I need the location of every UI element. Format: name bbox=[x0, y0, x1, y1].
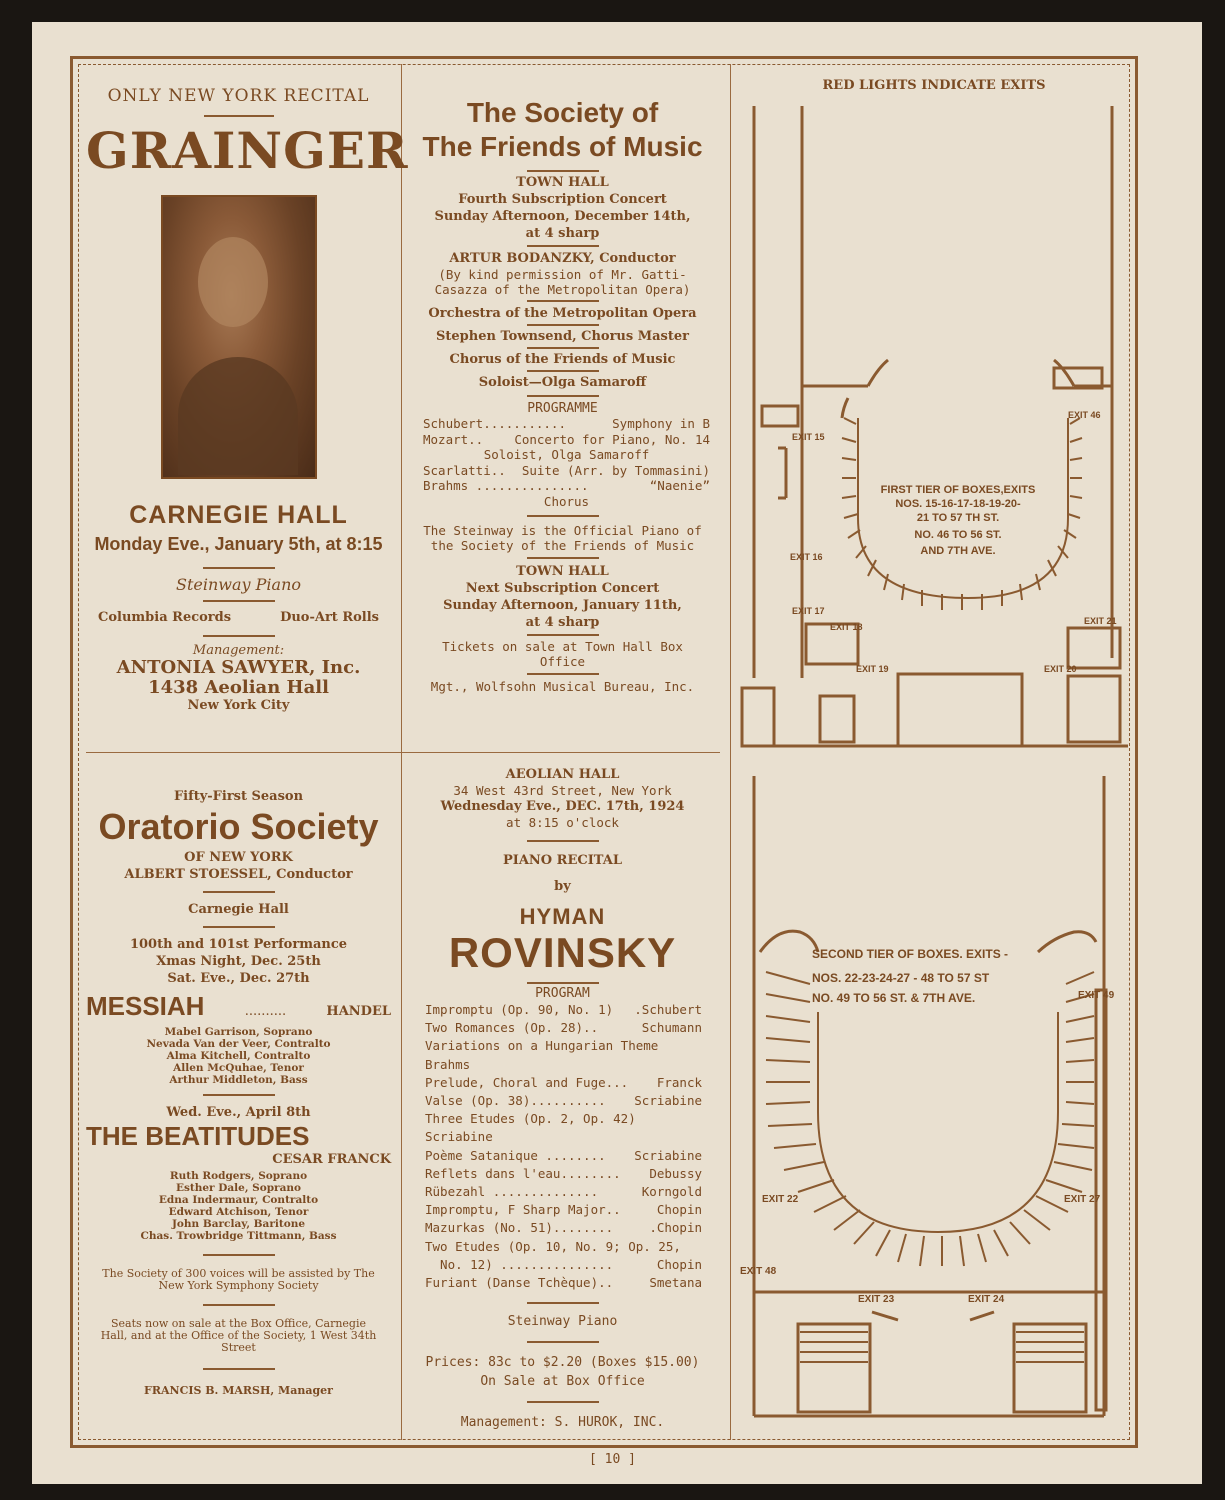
cast-member: Alma Kitchell, Contralto bbox=[166, 1050, 311, 1062]
friends-next-concert: Next Subscription Concert bbox=[465, 581, 660, 596]
oratorio-date1: Xmas Night, Dec. 25th bbox=[156, 954, 321, 969]
oratorio-cast1 bbox=[86, 1026, 391, 1086]
oratorio-name: Oratorio Society bbox=[98, 806, 379, 847]
friends-next-date: Sunday Afternoon, January 11th, bbox=[443, 598, 682, 613]
rovinsky-ad bbox=[415, 766, 710, 1430]
oratorio-composer1: HANDEL bbox=[326, 1004, 391, 1019]
plan1-label-1: FIRST TIER OF BOXES,EXITS bbox=[880, 484, 1036, 496]
plan2-label-3: NO. 49 TO 56 ST. & 7TH AVE. bbox=[812, 991, 976, 1005]
rovinsky-program-row bbox=[425, 1128, 702, 1146]
friends-program-row bbox=[423, 463, 710, 479]
plan1-exit-18: EXIT 18 bbox=[830, 622, 863, 632]
grainger-portrait bbox=[161, 195, 317, 479]
rovinsky-program-composer: Chopin bbox=[656, 1202, 702, 1218]
oratorio-season: Fifty-First Season bbox=[173, 789, 304, 804]
rovinsky-time: at 8:15 o'clock bbox=[506, 815, 619, 830]
friends-program-composer: Suite (Arr. by Tommasini) bbox=[521, 462, 710, 478]
grainger-mgmt-label: Management: bbox=[192, 643, 285, 658]
rovinsky-program-row bbox=[425, 1201, 702, 1219]
rovinsky-program-work: Prelude, Choral and Fuge... bbox=[425, 1074, 629, 1090]
friends-chorus: Chorus of the Friends of Music bbox=[449, 352, 676, 367]
friends-ad bbox=[415, 96, 710, 694]
rovinsky-program-row bbox=[425, 1019, 702, 1037]
oratorio-conductor: ALBERT STOESSEL, Conductor bbox=[124, 867, 353, 882]
rovinsky-program-composer: Chopin bbox=[656, 1256, 702, 1272]
oratorio-date3: Wed. Eve., April 8th bbox=[166, 1105, 311, 1120]
friends-program-row bbox=[423, 416, 710, 432]
friends-program-work: Mozart.. bbox=[423, 431, 484, 447]
oratorio-work1: MESSIAH bbox=[86, 991, 205, 1021]
friends-program bbox=[415, 416, 710, 509]
friends-date: Sunday Afternoon, December 14th, bbox=[434, 209, 691, 224]
rovinsky-program-composer: Schumann bbox=[641, 1020, 702, 1036]
rovinsky-piano: Steinway Piano bbox=[507, 1314, 618, 1330]
grainger-mgmt-city: New York City bbox=[187, 698, 290, 713]
friends-program-row bbox=[423, 432, 710, 448]
cast-member: Nevada Van der Veer, Contralto bbox=[146, 1038, 331, 1050]
friends-concert: Fourth Subscription Concert bbox=[458, 192, 667, 207]
rovinsky-program-work: Mazurkas (No. 51)........ bbox=[425, 1220, 614, 1236]
grainger-mgmt-addr: 1438 Aeolian Hall bbox=[148, 677, 329, 698]
rovinsky-first: HYMAN bbox=[519, 904, 606, 929]
oratorio-venue: Carnegie Hall bbox=[188, 902, 289, 917]
oratorio-assist: The Society of 300 voices will be assisted by The New York Symphony Society bbox=[102, 1267, 375, 1292]
plan2-exit-22: EXIT 22 bbox=[762, 1194, 799, 1205]
rovinsky-program-work: Variations on a Hungarian Theme bbox=[425, 1038, 659, 1054]
friends-tickets: Tickets on sale at Town Hall Box Office bbox=[442, 639, 683, 669]
rovinsky-program-row bbox=[425, 1183, 702, 1201]
oratorio-cast2 bbox=[86, 1170, 391, 1242]
plan1-label-2: NOS. 15-16-17-18-19-20- bbox=[895, 498, 1021, 510]
row-divider bbox=[86, 752, 720, 753]
friends-prog-label: PROGRAMME bbox=[527, 401, 598, 416]
rovinsky-program bbox=[415, 1001, 710, 1292]
floor-plan-second-tier bbox=[738, 772, 1130, 1420]
grainger-piano: Steinway Piano bbox=[176, 575, 301, 594]
grainger-date: Monday Eve., January 5th, at 8:15 bbox=[94, 534, 383, 554]
rovinsky-program-composer: .Schubert bbox=[634, 1002, 702, 1017]
friends-next-venue: TOWN HALL bbox=[516, 564, 609, 579]
rovinsky-program-work: Furiant (Danse Tchèque).. bbox=[425, 1275, 614, 1291]
rovinsky-prices: Prices: 83c to $2.20 (Boxes $15.00) bbox=[425, 1355, 700, 1371]
rovinsky-program-work: Reflets dans l'eau........ bbox=[425, 1165, 621, 1181]
plan1-exit-20: EXIT 20 bbox=[1044, 664, 1077, 674]
oratorio-of: OF NEW YORK bbox=[184, 850, 293, 865]
friends-permission: (By kind permission of Mr. Gatti-Casazza of the Metropolitan Opera) bbox=[434, 267, 691, 297]
oratorio-perf: 100th and 101st Performance bbox=[129, 937, 348, 952]
rovinsky-date: Wednesday Eve., DEC. 17th, 1924 bbox=[440, 799, 685, 814]
friends-program-composer: Concerto for Piano, No. 14 bbox=[514, 431, 710, 447]
oratorio-composer2: CESAR FRANCK bbox=[272, 1152, 391, 1167]
grainger-records: Columbia Records bbox=[98, 610, 232, 625]
rovinsky-program-row bbox=[425, 1092, 702, 1110]
plan1-exit-46: EXIT 46 bbox=[1068, 410, 1101, 420]
friends-program-work: Brahms ............... bbox=[423, 478, 589, 493]
friends-program-work: Schubert........... bbox=[423, 416, 566, 431]
friends-program-composer: Soloist, Olga Samaroff bbox=[483, 447, 650, 462]
plan1-exit-21: EXIT 21 bbox=[1084, 616, 1117, 626]
friends-program-row bbox=[423, 478, 710, 494]
rovinsky-program-work: Impromptu (Op. 90, No. 1) bbox=[425, 1002, 614, 1017]
column-divider-2 bbox=[730, 64, 731, 1440]
friends-next-time: at 4 sharp bbox=[525, 615, 600, 630]
plan2-exit-23: EXIT 23 bbox=[858, 1294, 895, 1305]
cast-member: Edward Atchison, Tenor bbox=[168, 1206, 309, 1218]
cast-member: Arthur Middleton, Bass bbox=[169, 1074, 308, 1086]
rovinsky-program-work: Two Etudes (Op. 10, No. 9; Op. 25, bbox=[425, 1238, 681, 1254]
friends-program-composer: Chorus bbox=[543, 493, 590, 509]
cast-member: Esther Dale, Soprano bbox=[175, 1182, 302, 1194]
rovinsky-program-row bbox=[425, 1274, 702, 1292]
rovinsky-program-row bbox=[425, 1219, 702, 1237]
plan2-label-1: SECOND TIER OF BOXES. EXITS - bbox=[812, 947, 1009, 961]
rovinsky-by: by bbox=[554, 879, 571, 894]
rovinsky-program-composer: Debussy bbox=[649, 1165, 702, 1181]
cast-member: Mabel Garrison, Soprano bbox=[164, 1026, 313, 1038]
rovinsky-program-composer: Scriabine bbox=[425, 1129, 493, 1145]
grainger-name: GRAINGER bbox=[86, 121, 409, 180]
rovinsky-program-composer: .Chopin bbox=[649, 1220, 702, 1236]
plan2-label-2: NOS. 22-23-24-27 - 48 TO 57 ST bbox=[812, 971, 990, 985]
rovinsky-program-row bbox=[425, 1256, 702, 1274]
friends-chorus-master: Stephen Townsend, Chorus Master bbox=[435, 329, 689, 344]
friends-mgt: Mgt., Wolfsohn Musical Bureau, Inc. bbox=[430, 679, 695, 694]
plan1-heading: RED LIGHTS INDICATE EXITS bbox=[822, 78, 1046, 93]
rovinsky-sale: On Sale at Box Office bbox=[480, 1374, 645, 1390]
rovinsky-program-work: Impromptu, F Sharp Major.. bbox=[425, 1202, 621, 1218]
cast-member: Allen McQuhae, Tenor bbox=[173, 1062, 304, 1074]
friends-soloist: Soloist—Olga Samaroff bbox=[478, 375, 647, 390]
rovinsky-program-row bbox=[425, 1147, 702, 1165]
oratorio-ad bbox=[86, 788, 391, 1397]
rovinsky-program-composer: Scriabine bbox=[634, 1093, 702, 1109]
rovinsky-prog-label: PROGRAM bbox=[535, 986, 590, 1001]
grainger-venue: CARNEGIE HALL bbox=[129, 501, 348, 529]
rovinsky-program-row bbox=[425, 1001, 702, 1019]
rovinsky-program-work: No. 12) ............... bbox=[425, 1256, 614, 1272]
rovinsky-program-row bbox=[425, 1238, 702, 1256]
rovinsky-venue: AEOLIAN HALL bbox=[505, 767, 620, 782]
grainger-tagline: ONLY NEW YORK RECITAL bbox=[107, 86, 370, 106]
rovinsky-program-composer: Korngold bbox=[641, 1184, 702, 1200]
rovinsky-program-row bbox=[425, 1037, 702, 1055]
friends-conductor: ARTUR BODANZKY, Conductor bbox=[449, 251, 676, 266]
rovinsky-program-composer: Brahms bbox=[425, 1056, 471, 1072]
oratorio-work1-dots: .......... bbox=[244, 1004, 287, 1019]
plan1-label-4: NO. 46 TO 56 ST. bbox=[914, 529, 1002, 541]
rovinsky-program-work: Two Romances (Op. 28).. bbox=[425, 1020, 599, 1036]
rovinsky-program-composer: Franck bbox=[656, 1074, 702, 1090]
cast-member: John Barclay, Baritone bbox=[171, 1218, 306, 1230]
grainger-ad bbox=[86, 86, 409, 713]
rovinsky-program-row bbox=[425, 1110, 702, 1128]
friends-title-2: The Friends of Music bbox=[422, 131, 703, 162]
friends-program-composer: Symphony in B bbox=[612, 416, 710, 431]
plan1-exit-19: EXIT 19 bbox=[856, 664, 889, 674]
cast-member: Edna Indermaur, Contralto bbox=[158, 1194, 319, 1206]
rovinsky-program-work: Rübezahl .............. bbox=[425, 1184, 599, 1200]
rovinsky-program-work: Three Etudes (Op. 2, Op. 42) bbox=[425, 1111, 636, 1127]
friends-program-row bbox=[423, 447, 710, 463]
oratorio-work2: THE BEATITUDES bbox=[86, 1121, 310, 1151]
cast-member: Chas. Trowbridge Tittmann, Bass bbox=[140, 1230, 337, 1242]
rovinsky-program-work: Valse (Op. 38).......... bbox=[425, 1093, 606, 1109]
friends-orchestra: Orchestra of the Metropolitan Opera bbox=[428, 306, 697, 321]
rovinsky-program-row bbox=[425, 1165, 702, 1183]
plan2-exit-48: EXIT 48 bbox=[740, 1266, 777, 1277]
rovinsky-event: PIANO RECITAL bbox=[502, 853, 622, 868]
rovinsky-mgmt: Management: S. HUROK, INC. bbox=[460, 1415, 665, 1431]
plan2-exit-49: EXIT 49 bbox=[1078, 990, 1115, 1001]
plan1-label-5: AND 7TH AVE. bbox=[920, 545, 996, 557]
rovinsky-program-work: Poème Satanique ........ bbox=[425, 1147, 606, 1163]
oratorio-seats: Seats now on sale at the Box Office, Carnegie Hall, and at the Office of the Society, 1 West 34th Street bbox=[100, 1317, 377, 1354]
friends-program-composer: “Naenie” bbox=[649, 478, 710, 493]
rovinsky-program-composer: Scriabine bbox=[634, 1147, 702, 1163]
page-number: [ 10 ] bbox=[589, 1452, 636, 1467]
rovinsky-program-row bbox=[425, 1056, 702, 1074]
rovinsky-program-row bbox=[425, 1074, 702, 1092]
floor-plan-first-tier bbox=[738, 98, 1130, 750]
friends-steinway: The Steinway is the Official Piano of the Society of the Friends of Music bbox=[423, 523, 702, 553]
oratorio-manager: FRANCIS B. MARSH, Manager bbox=[144, 1384, 333, 1397]
friends-program-work: Scarlatti.. bbox=[423, 462, 506, 478]
friends-title-1: The Society of bbox=[466, 97, 659, 128]
friends-time: at 4 sharp bbox=[525, 226, 600, 241]
friends-venue: TOWN HALL bbox=[516, 175, 609, 190]
plan1-exit-17: EXIT 17 bbox=[792, 606, 825, 616]
plan2-exit-24: EXIT 24 bbox=[968, 1294, 1005, 1305]
rovinsky-program-composer: Smetana bbox=[649, 1275, 702, 1291]
friends-program-row bbox=[423, 494, 710, 510]
oratorio-date2: Sat. Eve., Dec. 27th bbox=[167, 971, 310, 986]
plan1-exit-15: EXIT 15 bbox=[792, 432, 825, 442]
plan1-label-3: 21 TO 57 TH ST. bbox=[916, 512, 1000, 524]
rovinsky-last: ROVINSKY bbox=[448, 929, 677, 976]
cast-member: Ruth Rodgers, Soprano bbox=[169, 1170, 308, 1182]
plan2-exit-27: EXIT 27 bbox=[1064, 1194, 1101, 1205]
rovinsky-addr: 34 West 43rd Street, New York bbox=[453, 783, 672, 798]
grainger-mgmt-name: ANTONIA SAWYER, Inc. bbox=[116, 657, 361, 678]
grainger-rolls: Duo-Art Rolls bbox=[280, 610, 379, 625]
plan1-exit-16: EXIT 16 bbox=[790, 552, 823, 562]
